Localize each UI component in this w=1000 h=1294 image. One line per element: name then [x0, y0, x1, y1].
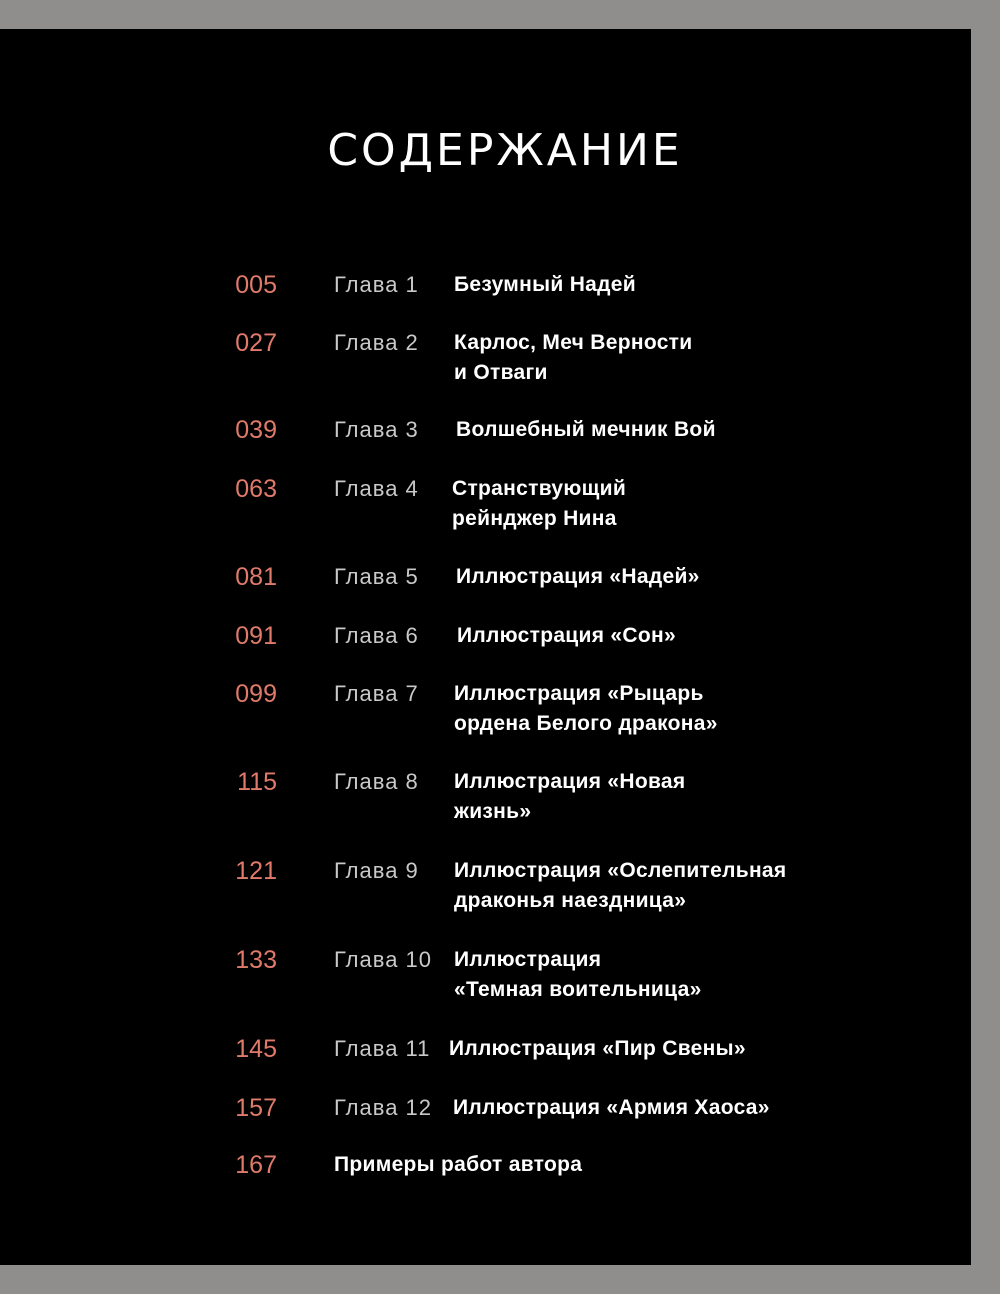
page-number: 167 [235, 1151, 277, 1179]
chapter-title: Карлос, Меч Верности и Отваги [454, 331, 693, 384]
chapter-title: Странствующий рейнджер Нина [452, 477, 627, 530]
chapter-label: Глава 3 [334, 417, 419, 442]
chapter-title: Примеры работ автора [334, 1153, 583, 1176]
chapter-title: Иллюстрация «Ослепительная драконья наездница» [454, 859, 787, 912]
chapter-label: Глава 4 [334, 476, 419, 501]
chapter-title: Иллюстрация «Темная воительница» [454, 948, 702, 1001]
page-number: 091 [235, 622, 277, 650]
chapter-label: Глава 7 [334, 681, 419, 706]
chapter-title: Безумный Надей [454, 273, 636, 296]
chapter-label: Глава 10 [334, 947, 433, 972]
toc-page [0, 29, 971, 1265]
chapter-label: Глава 5 [334, 564, 419, 589]
page-number: 121 [235, 857, 277, 885]
table-of-contents [0, 29, 971, 1265]
chapter-title: Волшебный мечник Вой [456, 418, 716, 441]
page-number: 099 [235, 680, 277, 708]
chapter-title: Иллюстрация «Пир Свены» [449, 1037, 746, 1060]
chapter-title: Иллюстрация «Надей» [456, 565, 700, 588]
page-number: 133 [235, 946, 277, 974]
chapter-label: Глава 9 [334, 858, 419, 883]
page-number: 005 [235, 271, 277, 299]
chapter-label: Глава 8 [334, 769, 419, 794]
page-title: СОДЕРЖАНИЕ [327, 125, 683, 176]
page-number: 063 [235, 475, 277, 503]
chapter-title: Иллюстрация «Армия Хаоса» [453, 1096, 770, 1119]
page-number: 157 [235, 1094, 277, 1122]
chapter-title: Иллюстрация «Новая жизнь» [454, 770, 686, 823]
page-number: 081 [235, 563, 277, 591]
chapter-title: Иллюстрация «Рыцарь ордена Белого дракона» [454, 682, 718, 735]
chapter-label: Глава 12 [334, 1095, 433, 1120]
page-number: 145 [235, 1035, 277, 1063]
page-number: 115 [237, 768, 277, 796]
page-number: 027 [235, 329, 277, 357]
page-number: 039 [235, 416, 277, 444]
chapter-label: Глава 1 [334, 272, 419, 297]
chapter-title: Иллюстрация «Сон» [457, 624, 676, 647]
chapter-label: Глава 11 [334, 1036, 431, 1061]
chapter-label: Глава 2 [334, 330, 419, 355]
chapter-label: Глава 6 [334, 623, 419, 648]
